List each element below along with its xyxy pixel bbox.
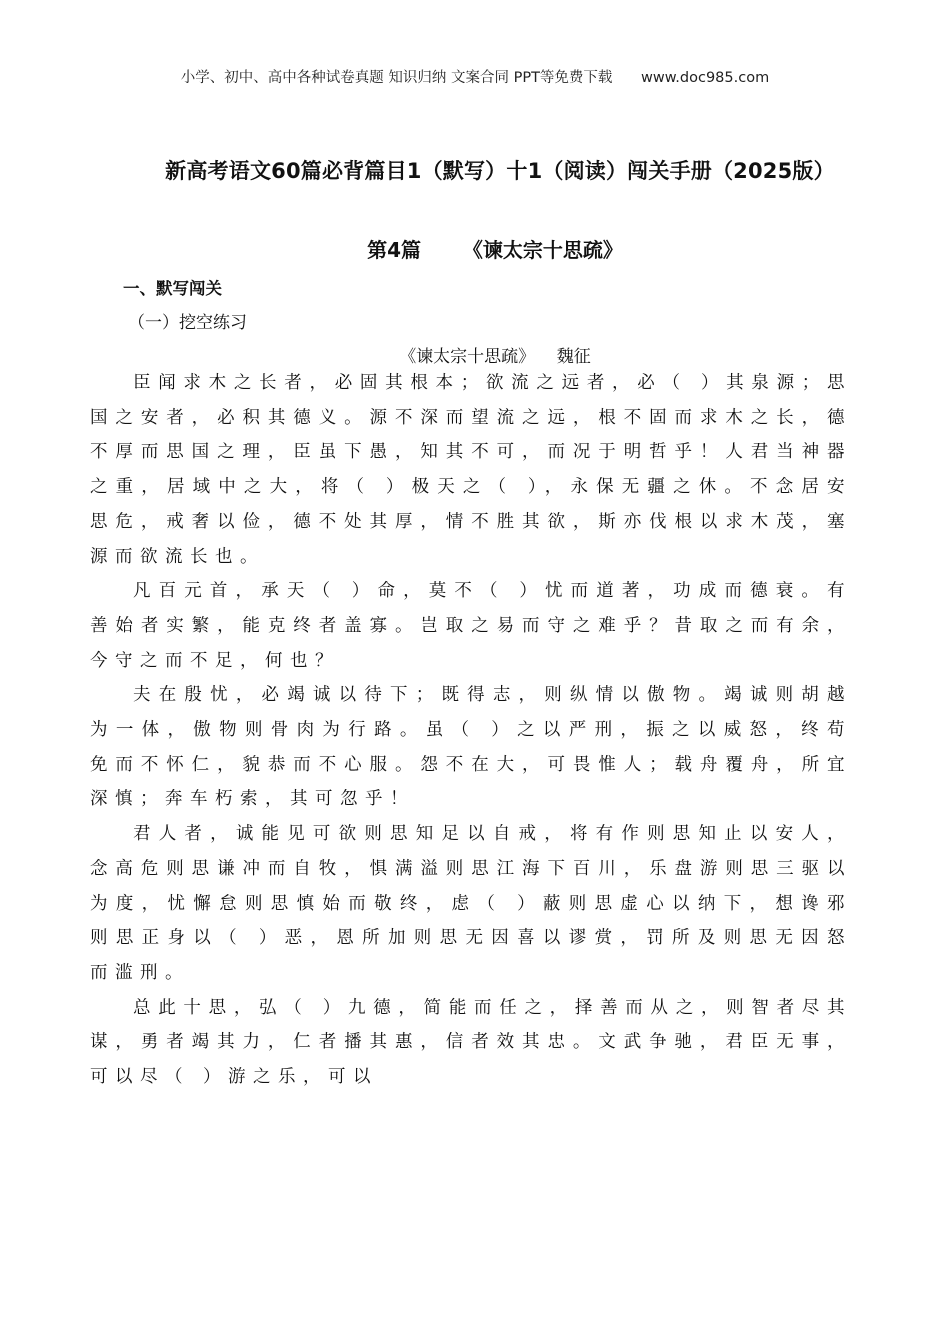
body-text (90, 366, 852, 1095)
page-header (0, 66, 950, 87)
document-title: 新高考语文60篇必背篇目1（默写）十1（阅读）闯关手册（2025版） (165, 159, 835, 183)
paragraph-1: 臣闻求木之长者，必固其根本；欲流之远者，必（ ）其泉源；思国之安者，必积其德义。源不深而望流之远，根不固而求木之长，德不厚而思国之理，臣虽下愚，知其不可，而况于明哲乎！人君当神器之重，居域中之大，将（ ）极天之（ ），永保无疆之休。不念居安思危，戒奢以俭，德不处其厚，情不胜其欲，斯亦伐根以求木茂，塞源而欲流长也。 (90, 373, 852, 567)
section-heading: 一、默写闯关 (123, 279, 222, 298)
poem-title: 《谏太宗十思疏》 魏征 (399, 347, 591, 367)
header-site: www.doc985.com (641, 70, 770, 86)
chapter-title: 第4篇 《谏太宗十思疏》 (367, 238, 623, 262)
sub-heading: （一）挖空练习 (128, 313, 247, 333)
paragraph-4: 君人者，诚能见可欲则思知足以自戒，将有作则思知止以安人，念高危则思谦冲而自牧，惧满溢则思江海下百川，乐盘游则思三驱以为度，忧懈怠则思慎始而敬终，虑（ ）蔽则思虚心以纳下，想谗邪则思正身以（ ）恶，恩所加则思无因喜以谬赏，罚所及则思无因怒而滥刑。 (90, 824, 852, 983)
paragraph-3: 夫在殷忧，必竭诚以待下；既得志，则纵情以傲物。竭诚则胡越为一体，傲物则骨肉为行路。虽（ ）之以严刑，振之以威怒，终苟免而不怀仁，貌恭而不心服。怨不在大，可畏惟人；载舟覆舟，所宜深慎；奔车朽索，其可忽乎！ (90, 685, 852, 810)
paragraph-2: 凡百元首，承天（ ）命，莫不（ ）忧而道著，功成而德衰。有善始者实繁，能克终者盖寡。岂取之易而守之难乎？昔取之而有余，今守之而不足，何也？ (90, 581, 852, 671)
header-text: 小学、初中、高中各种试卷真题 知识归纳 文案合同 PPT等免费下载 (180, 70, 613, 86)
paragraph-5: 总此十思，弘（ ）九德，简能而任之，择善而从之，则智者尽其谋，勇者竭其力，仁者播其惠，信者效其忠。文武争驰，君臣无事，可以尽（ ）游之乐，可以 (90, 997, 852, 1088)
